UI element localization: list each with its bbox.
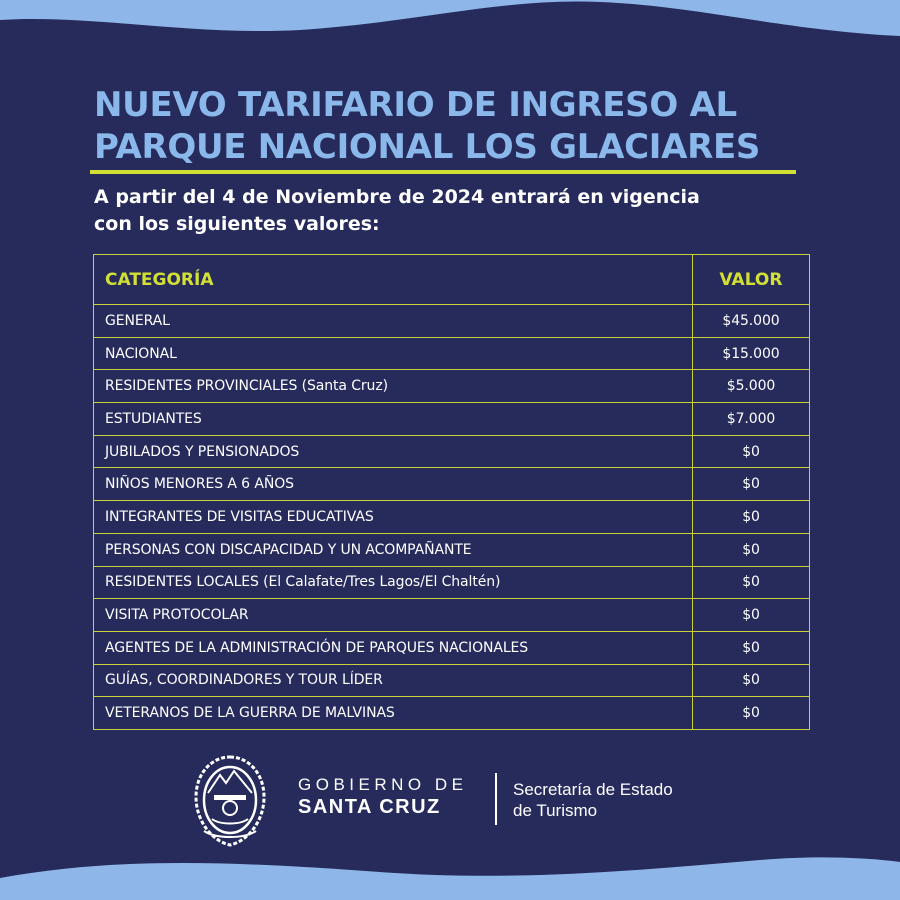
row-category: GUÍAS, COORDINADORES Y TOUR LÍDER bbox=[94, 664, 693, 697]
row-category: NACIONAL bbox=[94, 337, 693, 370]
row-category: RESIDENTES PROVINCIALES (Santa Cruz) bbox=[94, 370, 693, 403]
table-row bbox=[94, 435, 810, 468]
table-row bbox=[94, 305, 810, 338]
row-value: $0 bbox=[693, 599, 810, 632]
table-row bbox=[94, 403, 810, 436]
row-category: JUBILADOS Y PENSIONADOS bbox=[94, 435, 693, 468]
row-category: VETERANOS DE LA GUERRA DE MALVINAS bbox=[94, 697, 693, 730]
row-value: $0 bbox=[693, 435, 810, 468]
header-value: VALOR bbox=[693, 255, 810, 305]
row-value: $0 bbox=[693, 631, 810, 664]
table-row bbox=[94, 664, 810, 697]
table-row bbox=[94, 533, 810, 566]
footer bbox=[0, 745, 900, 855]
table-row bbox=[94, 337, 810, 370]
row-category: NIÑOS MENORES A 6 AÑOS bbox=[94, 468, 693, 501]
page-title bbox=[94, 84, 854, 168]
table-header-row bbox=[94, 255, 810, 305]
table-row bbox=[94, 501, 810, 534]
row-value: $0 bbox=[693, 566, 810, 599]
header-category: CATEGORÍA bbox=[94, 255, 693, 305]
title-line-2: PARQUE NACIONAL LOS GLACIARES bbox=[94, 127, 761, 167]
row-category: GENERAL bbox=[94, 305, 693, 338]
title-underline bbox=[90, 170, 796, 174]
fare-table bbox=[93, 254, 810, 730]
row-category: AGENTES DE LA ADMINISTRACIÓN DE PARQUES NACIONALES bbox=[94, 631, 693, 664]
top-wave-shape bbox=[0, 0, 900, 36]
department-line-1: Secretaría de Estado bbox=[513, 780, 673, 799]
subtitle-line-2: con los siguientes valores: bbox=[94, 213, 380, 235]
table-row bbox=[94, 370, 810, 403]
title-line-1: NUEVO TARIFARIO DE INGRESO AL bbox=[94, 85, 737, 125]
row-value: $5.000 bbox=[693, 370, 810, 403]
table-row bbox=[94, 697, 810, 730]
row-value: $0 bbox=[693, 501, 810, 534]
table-row bbox=[94, 599, 810, 632]
row-value: $45.000 bbox=[693, 305, 810, 338]
row-value: $15.000 bbox=[693, 337, 810, 370]
subtitle-line-1: A partir del 4 de Noviembre de 2024 entrará en vigencia bbox=[94, 186, 700, 208]
row-value: $7.000 bbox=[693, 403, 810, 436]
row-category: PERSONAS CON DISCAPACIDAD Y UN ACOMPAÑANTE bbox=[94, 533, 693, 566]
row-category: RESIDENTES LOCALES (El Calafate/Tres Lagos/El Chaltén) bbox=[94, 566, 693, 599]
row-value: $0 bbox=[693, 533, 810, 566]
row-category: VISITA PROTOCOLAR bbox=[94, 599, 693, 632]
row-value: $0 bbox=[693, 664, 810, 697]
table-row bbox=[94, 566, 810, 599]
department-line-2: de Turismo bbox=[513, 801, 598, 820]
table-row bbox=[94, 468, 810, 501]
subtitle bbox=[94, 184, 814, 238]
row-category: ESTUDIANTES bbox=[94, 403, 693, 436]
government-line-1: GOBIERNO DE bbox=[298, 775, 468, 794]
provincial-seal-icon bbox=[190, 753, 270, 849]
bottom-wave-shape bbox=[0, 857, 900, 900]
footer-divider bbox=[495, 773, 497, 825]
table-row bbox=[94, 631, 810, 664]
row-value: $0 bbox=[693, 697, 810, 730]
row-category: INTEGRANTES DE VISITAS EDUCATIVAS bbox=[94, 501, 693, 534]
row-value: $0 bbox=[693, 468, 810, 501]
government-line-2: SANTA CRUZ bbox=[298, 796, 441, 818]
department-name bbox=[513, 779, 743, 821]
